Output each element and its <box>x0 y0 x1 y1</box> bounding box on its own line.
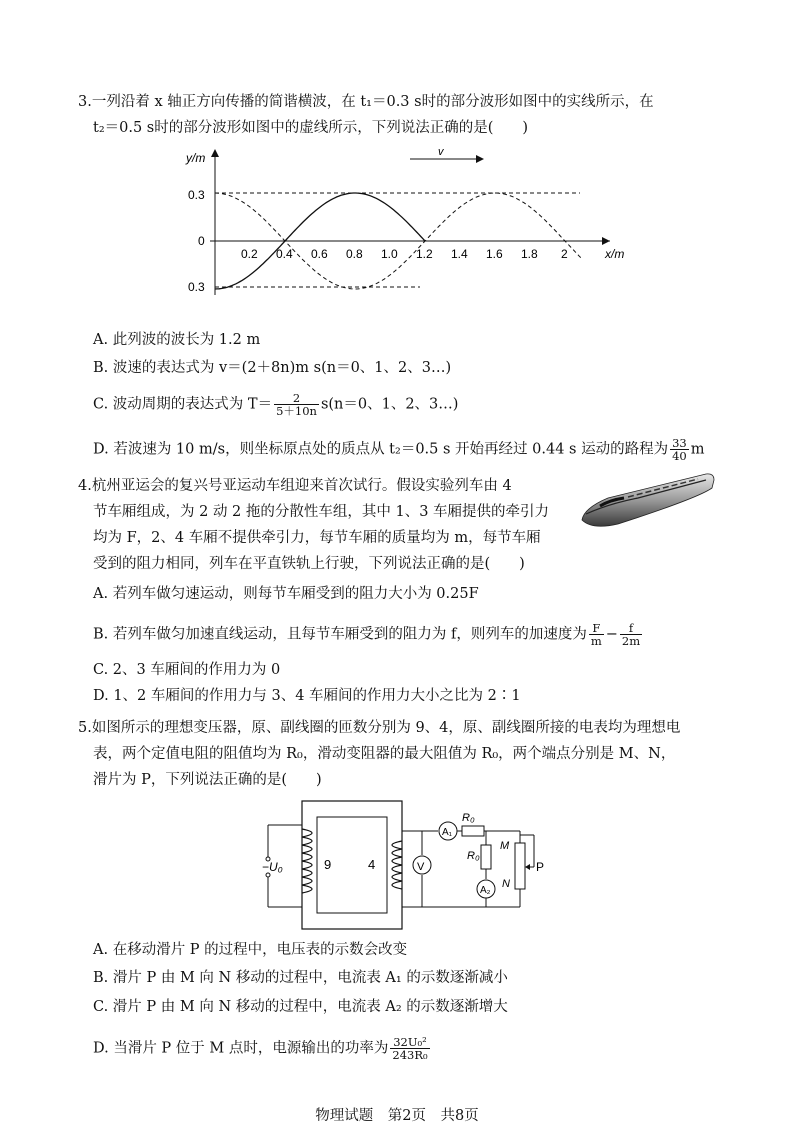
q5-option-d: D. 当滑片 P 位于 M 点时，电源输出的功率为 $\frac{\text{32U₀²}}{\text{243R₀}}$ <box>93 1035 428 1062</box>
resistor-r0-mid <box>481 845 491 869</box>
rheostat-m-label: M <box>500 840 510 852</box>
q3-stem-line1: 3.一列沿着 x 轴正方向传播的简谐横波，在 t₁＝0.3 s时的部分波形如图中的实线所示，在 <box>78 94 654 110</box>
q3-stem-line2: t₂＝0.5 s时的部分波形如图中的虚线所示，下列说法正确的是( ) <box>93 120 529 136</box>
q3-option-d: D. 若波速为 10 m/s，则坐标原点处的质点从 t₂＝0.5 s 开始再经过 0.44 s 运动的路程为 $\frac{33}{40}$ m <box>93 436 705 463</box>
x-tick-label: 1.2 <box>416 247 433 261</box>
rheostat-n-label: N <box>502 878 510 890</box>
q5-option-a: A. 在移动滑片 P 的过程中，电压表的示数会改变 <box>93 942 408 958</box>
q3-option-b: B. 波速的表达式为 v＝(2＋8n)m s(n＝0、1、2、3…) <box>93 360 452 376</box>
x-tick-label: 1.6 <box>486 247 503 261</box>
q4-stem-line1: 4.杭州亚运会的复兴号亚运动车组迎来首次试行。假设实验列车由 4 <box>78 478 512 494</box>
q4-b-fraction-1: $\frac{F}{m}$ <box>590 621 602 648</box>
x-tick-label: 0.8 <box>346 247 363 261</box>
primary-turns: 9 <box>324 857 332 872</box>
q4-b-fraction-2: $\frac{f}{2m}$ <box>621 621 641 648</box>
q5-d-fraction: $\frac{\text{32U₀²}}{\text{243R₀}}$ <box>392 1035 428 1062</box>
q3-option-a: A. 此列波的波长为 1.2 m <box>93 332 261 348</box>
source-voltage-label: −U₀ <box>262 860 283 874</box>
q4-option-c: C. 2、3 车厢间的作用力为 0 <box>93 662 281 678</box>
wave-y-label: y/m <box>186 151 206 165</box>
x-tick-label: 0.2 <box>241 247 258 261</box>
wave-y-tick-bottom: 0.3 <box>188 280 205 294</box>
x-tick-label: 0.4 <box>276 247 293 261</box>
q5-stem-line3: 滑片为 P，下列说法正确的是( ) <box>93 772 322 788</box>
wave-x-label: x/m <box>605 247 625 261</box>
svg-text:V: V <box>417 861 425 873</box>
velocity-label: v <box>438 146 444 158</box>
secondary-turns: 4 <box>368 857 376 872</box>
q5-stem-line2: 表，两个定值电阻的阻值均为 R₀，滑动变阻器的最大阻值为 R₀，两个端点分别是 M、N， <box>93 746 676 762</box>
x-tick-label: 1.4 <box>451 247 468 261</box>
wave-y-tick-top: 0.3 <box>188 188 205 202</box>
q5-stem-line1: 5.如图所示的理想变压器，原、副线圈的匝数分别为 9、4，原、副线圈所接的电表均为理想电 <box>78 720 681 736</box>
wave-y-tick-zero: 0 <box>198 234 205 248</box>
slider-p-label: P <box>536 860 545 874</box>
primary-coil <box>302 829 312 893</box>
q3-c-fraction: $\frac{2}{5+10n}$ <box>276 391 317 418</box>
q4-option-d: D. 1、2 车厢间的作用力与 3、4 车厢间的作用力大小之比为 2∶1 <box>93 688 521 704</box>
x-tick-label: 2 <box>561 247 568 261</box>
q4-stem-line3: 均为 F，2、4 车厢不提供牵引力，每节车厢的质量均为 m，每节车厢 <box>93 530 541 546</box>
q4-option-a: A. 若列车做匀速运动，则每节车厢受到的阻力大小为 0.25F <box>93 586 479 602</box>
resistor-r0-top-label: R₀ <box>462 812 475 824</box>
page-footer: 物理试题 第2页 共8页 <box>315 1108 479 1124</box>
wave-x-ticks <box>241 247 568 261</box>
svg-text:A₁: A₁ <box>442 827 453 838</box>
q4-option-b: B. 若列车做匀加速直线运动，且每节车厢受到的阻力为 f，则列车的加速度为 $\frac{F}{m}$ − $\frac{f}{2m}$ <box>93 621 641 648</box>
resistor-r0-top <box>462 826 484 836</box>
rheostat <box>515 843 525 889</box>
wave-graph <box>180 145 640 305</box>
x-tick-label: 0.6 <box>311 247 328 261</box>
q4-stem-line4: 受到的阻力相同，列车在平直铁轨上行驶，下列说法正确的是( ) <box>93 556 525 572</box>
q5-option-b: B. 滑片 P 由 M 向 N 移动的过程中，电流表 A₁ 的示数逐渐减小 <box>93 970 508 986</box>
x-tick-label: 1.8 <box>521 247 538 261</box>
train-image <box>578 468 718 538</box>
q5-option-c: C. 滑片 P 由 M 向 N 移动的过程中，电流表 A₂ 的示数逐渐增大 <box>93 999 508 1015</box>
q4-stem-line2: 节车厢组成，为 2 动 2 拖的分散性车组，其中 1、3 车厢提供的牵引力 <box>93 504 550 520</box>
resistor-r0-mid-label: R₀ <box>467 850 480 862</box>
x-tick-label: 1.0 <box>381 247 398 261</box>
q3-d-fraction: $\frac{33}{40}$ <box>672 436 687 463</box>
q3-option-c: C. 波动周期的表达式为 T＝ $\frac{2}{5+10n}$ s(n＝0、1、2、3…) <box>93 391 459 418</box>
svg-text:A₂: A₂ <box>480 885 491 896</box>
transformer-circuit <box>262 795 545 935</box>
secondary-coil <box>392 841 402 889</box>
